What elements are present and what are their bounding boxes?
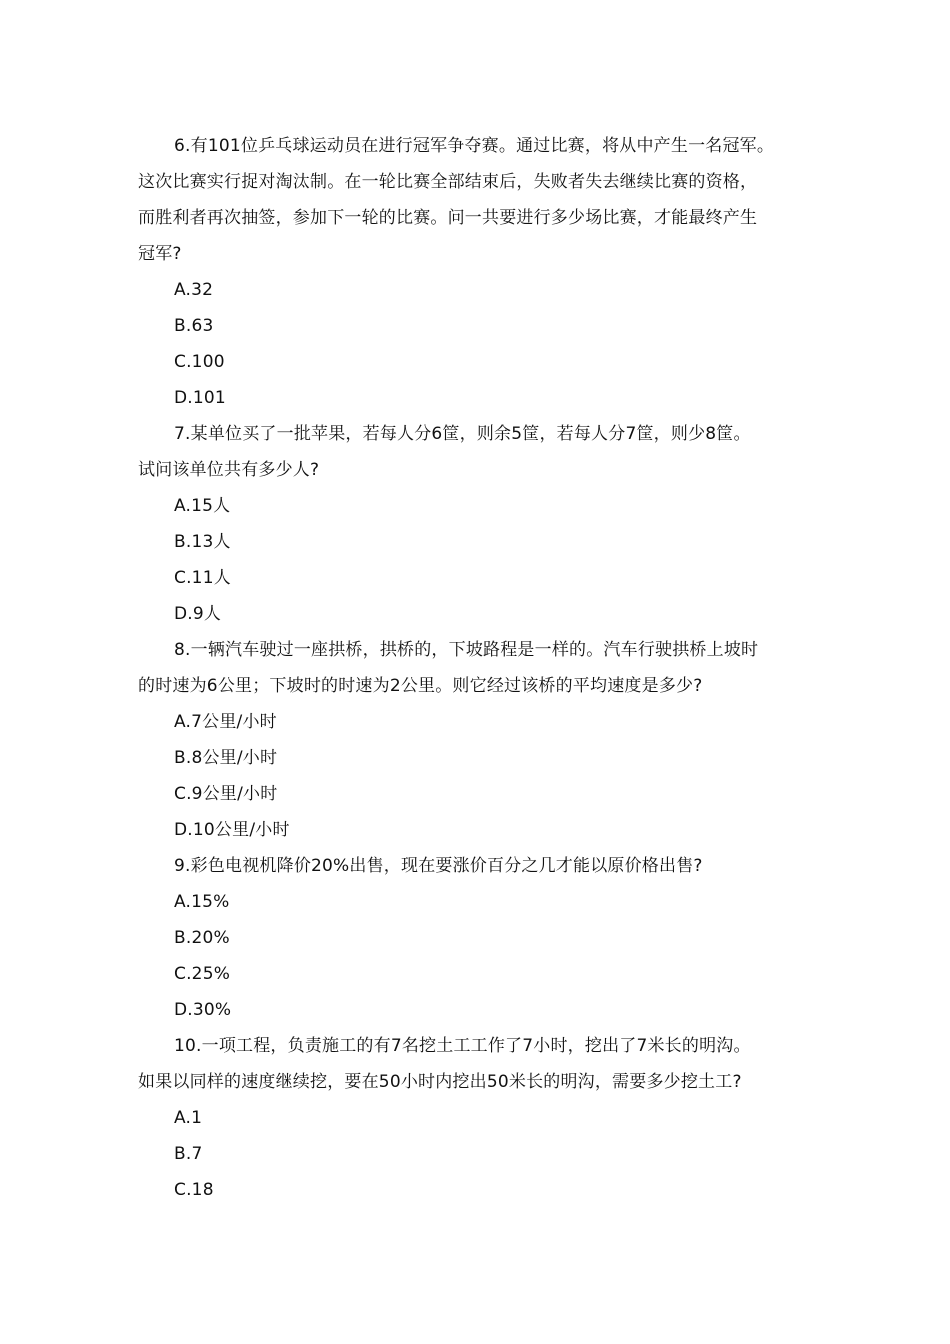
option-a: A.1 — [174, 1108, 203, 1128]
question-stem-line: 8.一辆汽车驶过一座拱桥，拱桥的，下坡路程是一样的。汽车行驶拱桥上坡时 — [174, 640, 759, 660]
option-a: A.32 — [174, 280, 214, 300]
option-d: D.101 — [174, 388, 226, 408]
question-stem-line: 如果以同样的速度继续挖，要在50小时内挖出50米长的明沟，需要多少挖土工? — [138, 1072, 742, 1092]
question-stem-line: 9.彩色电视机降价20%出售，现在要涨价百分之几才能以原价格出售? — [174, 856, 703, 876]
question-stem-line: 的时速为6公里；下坡时的时速为2公里。则它经过该桥的平均速度是多少? — [138, 676, 703, 696]
question-6 — [138, 128, 854, 416]
option-c: C.25% — [174, 964, 231, 984]
question-8 — [138, 632, 854, 848]
option-d: D.10公里/小时 — [174, 820, 290, 840]
question-stem-line: 这次比赛实行捉对淘汰制。在一轮比赛全部结束后，失败者失去继续比赛的资格， — [138, 172, 758, 192]
option-b: B.7 — [174, 1144, 203, 1164]
question-stem-line: 试问该单位共有多少人? — [138, 460, 320, 480]
question-7 — [138, 416, 854, 632]
option-a: A.15人 — [174, 496, 231, 516]
option-c: C.11人 — [174, 568, 231, 588]
option-d: D.30% — [174, 1000, 232, 1020]
option-c: C.100 — [174, 352, 225, 372]
option-d: D.9人 — [174, 604, 222, 624]
question-10 — [138, 1028, 854, 1208]
question-stem-line: 10.一项工程，负责施工的有7名挖土工工作了7小时，挖出了7米长的明沟。 — [174, 1036, 751, 1056]
option-a: A.7公里/小时 — [174, 712, 277, 732]
question-stem-line: 7.某单位买了一批苹果，若每人分6筐，则余5筐，若每人分7筐，则少8筐。 — [174, 424, 751, 444]
option-b: B.13人 — [174, 532, 231, 552]
question-stem-line: 冠军? — [138, 244, 182, 264]
question-9 — [138, 848, 854, 1028]
option-b: B.63 — [174, 316, 214, 336]
option-b: B.8公里/小时 — [174, 748, 278, 768]
option-b: B.20% — [174, 928, 230, 948]
question-stem-line: 6.有101位乒乓球运动员在进行冠军争夺赛。通过比赛，将从中产生一名冠军。 — [174, 136, 775, 156]
option-c: C.9公里/小时 — [174, 784, 278, 804]
question-list — [138, 128, 854, 1208]
question-stem-line: 而胜利者再次抽签，参加下一轮的比赛。问一共要进行多少场比赛，才能最终产生 — [138, 208, 758, 228]
option-a: A.15% — [174, 892, 230, 912]
option-c: C.18 — [174, 1180, 214, 1200]
